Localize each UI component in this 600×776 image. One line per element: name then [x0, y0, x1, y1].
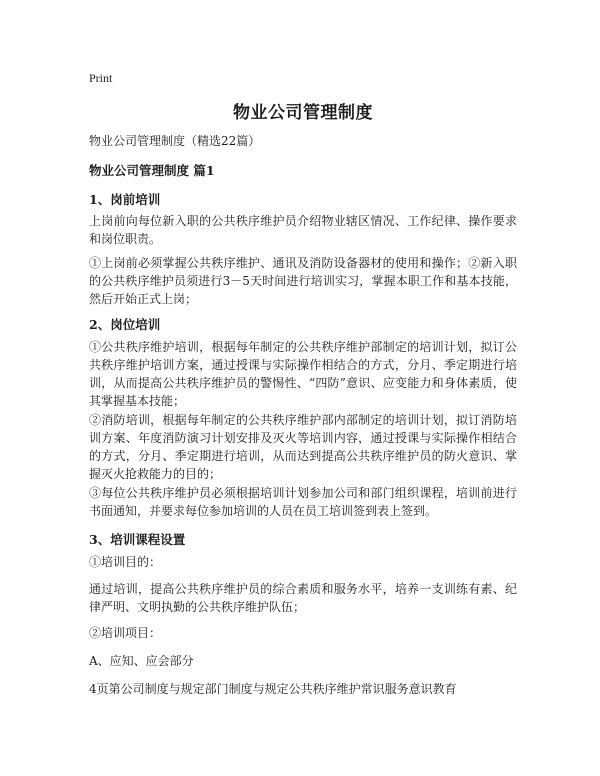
- paragraph: 上岗前向每位新入职的公共秩序维护员介绍物业辖区情况、工作纪律、操作要求和岗位职责。: [89, 214, 517, 246]
- part-heading: 物业公司管理制度 篇1: [89, 163, 215, 178]
- paragraph: ②消防培训，根据每年制定的公共秩序维护部内部制定的培训计划，拟订消防培训方案、年度消防演习计划安排及灭火等培训内容，通过授课与实际操作相结合的方式，分月、季定期进行培训，从而达到提高公共秩序维护员的防火意识、掌握灭火抢救能力的目的；: [89, 413, 517, 481]
- paragraph: 4页第公司制度与规定部门制度与规定公共秩序维护常识服务意识教育: [89, 682, 457, 696]
- section-heading-2: 2、岗位培训: [89, 317, 161, 332]
- paragraph: ①公共秩序维护培训，根据每年制定的公共秩序维护部制定的培训计划，拟订公共秩序维护培训方案，通过授课与实际操作相结合的方式，分月、季定期进行培训，从而提高公共秩序维护员的警惕性、“四防”意识、应变能力和身体素质，使其掌握基本技能；: [89, 340, 517, 408]
- document-title: 物业公司管理制度: [233, 103, 373, 123]
- paragraph: ②培训项目：: [89, 626, 162, 640]
- section-heading-1: 1、岗前培训: [89, 192, 161, 207]
- section-heading-3: 3、培训课程设置: [89, 532, 186, 547]
- paragraph: ③每位公共秩序维护员必须根据培训计划参加公司和部门组织课程，培训前进行书面通知，并要求每位参加培训的人员在员工培训签到表上签到。: [89, 486, 517, 518]
- paragraph: A、应知、应会部分: [89, 654, 194, 668]
- paragraph: 通过培训，提高公共秩序维护员的综合素质和服务水平，培养一支训练有素、纪律严明、文明执勤的公共秩序维护队伍；: [89, 582, 517, 614]
- paragraph: ①培训目的：: [89, 555, 162, 569]
- paragraph: ①上岗前必须掌握公共秩序维护、通讯及消防设备器材的使用和操作；②新入职的公共秩序维护员须进行3－5天时间进行培训实习，掌握本职工作和基本技能，然后开始正式上岗；: [89, 256, 517, 306]
- document-subtitle: 物业公司管理制度（精选22篇）: [89, 134, 261, 148]
- print-label[interactable]: Print: [89, 71, 113, 85]
